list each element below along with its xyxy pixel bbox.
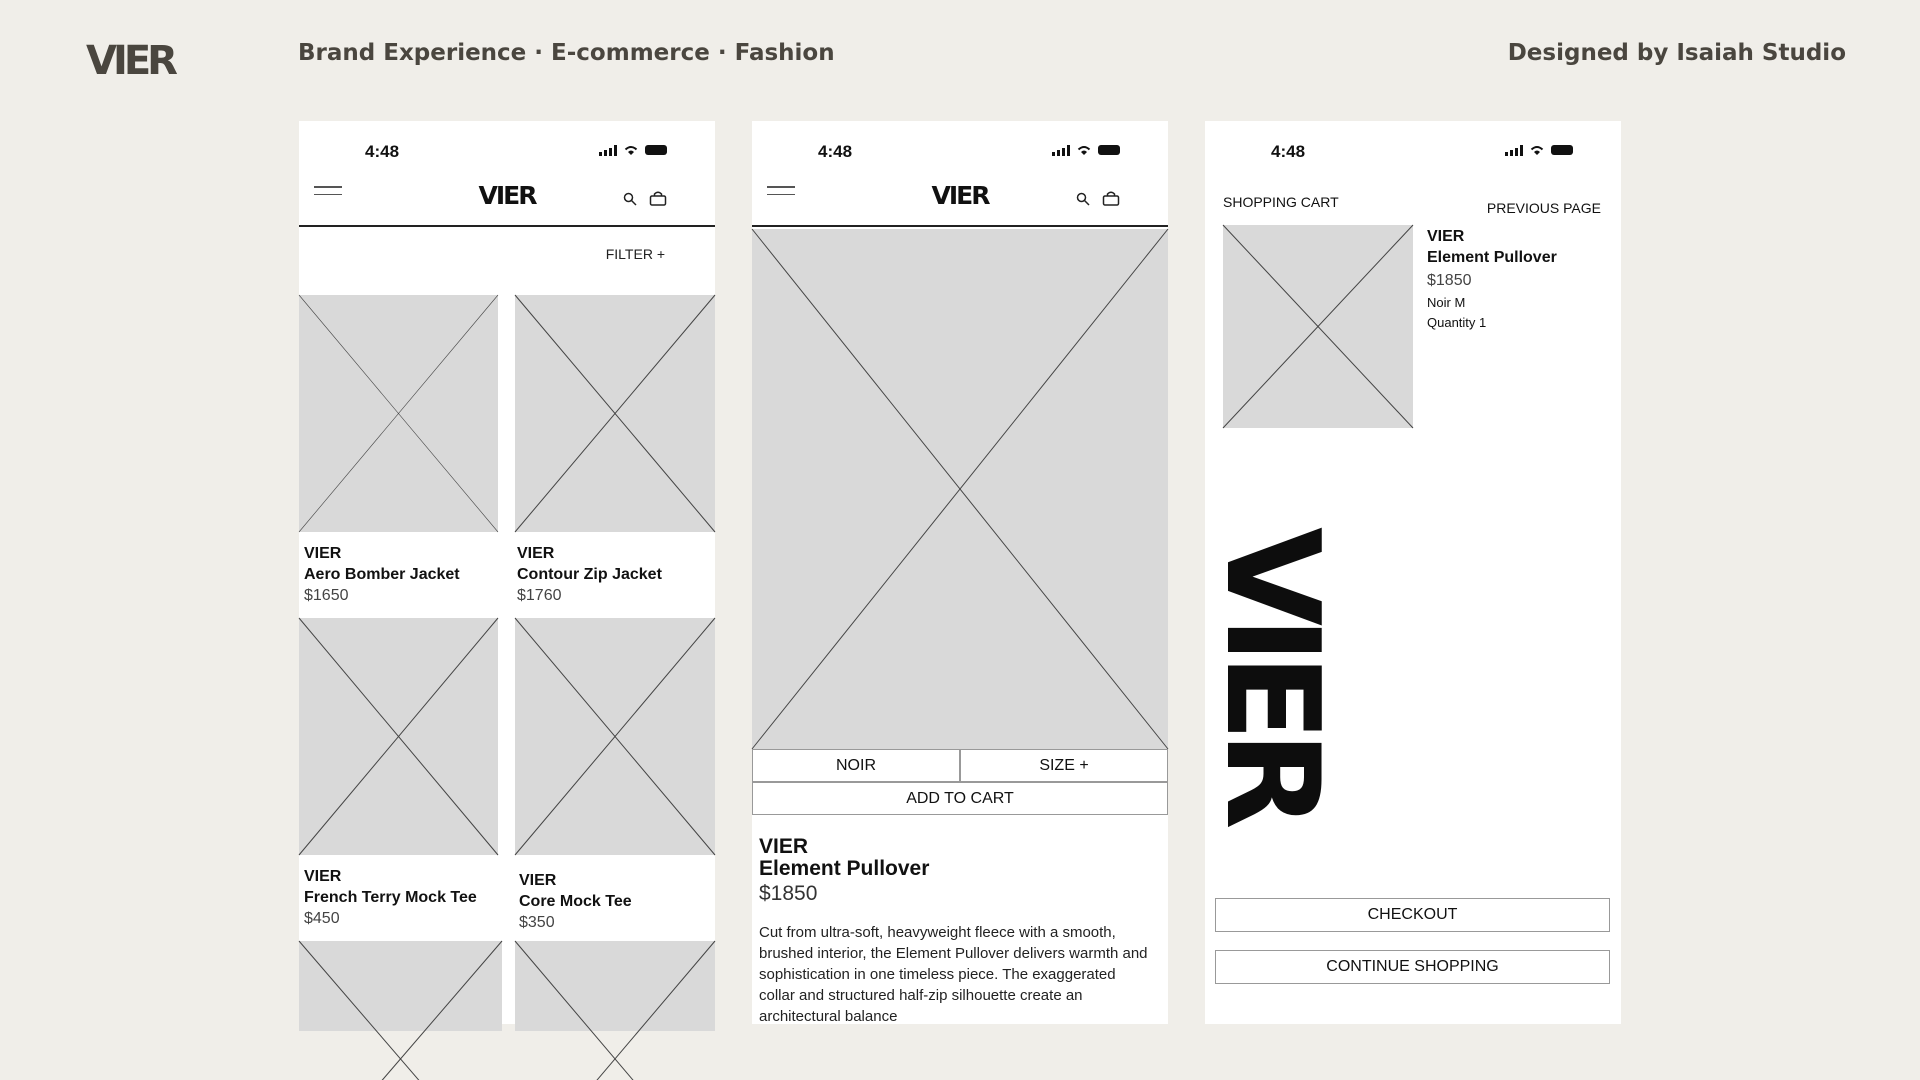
cart-item-price: $1850 [1427,272,1472,289]
product-price: $1760 [517,587,562,604]
nav-logo[interactable]: VIER [478,181,536,210]
designer-credit: Designed by Isaiah Studio [1507,40,1846,66]
status-icons [1052,144,1120,156]
cart-item-name: Element Pullover [1427,249,1557,266]
top-navbar [299,169,715,227]
checkout-button[interactable]: CHECKOUT [1215,898,1610,932]
search-icon[interactable] [1076,192,1090,206]
color-select-button[interactable]: NOIR [752,749,960,782]
product-image-placeholder[interactable] [299,941,502,1031]
cart-item-variant: Noir M [1427,295,1466,310]
phone-product-listing [299,121,715,1024]
battery-icon [645,145,667,155]
product-name: Element Pullover [759,857,930,880]
status-time: 4:48 [818,142,853,161]
size-select-button[interactable]: SIZE + [960,749,1168,782]
previous-page-link[interactable]: PREVIOUS PAGE [1486,200,1601,216]
product-name: French Terry Mock Tee [304,889,477,906]
signal-icon [599,145,617,156]
product-name: Core Mock Tee [519,893,632,910]
product-brand: VIER [304,868,342,885]
product-card[interactable] [517,543,662,606]
product-card[interactable] [519,870,632,933]
cart-icon[interactable] [1102,191,1120,206]
signal-icon [1505,145,1523,156]
signal-icon [1052,145,1070,156]
top-navbar [752,169,1168,227]
wifi-icon [1529,144,1545,156]
product-image-placeholder[interactable] [299,618,498,855]
brand-logo: VIER [86,38,174,84]
product-price: $1850 [759,882,818,905]
status-icons [1505,144,1573,156]
product-image-placeholder[interactable] [299,295,498,532]
phone-product-detail [752,121,1168,1024]
product-name: Aero Bomber Jacket [304,566,460,583]
tagline: Brand Experience · E-commerce · Fashion [298,40,835,66]
product-brand: VIER [759,835,809,858]
product-price: $350 [519,914,555,931]
wifi-icon [623,144,639,156]
product-brand: VIER [519,872,557,889]
cart-item-brand: VIER [1427,228,1465,245]
status-time: 4:48 [365,142,400,161]
wifi-icon [1076,144,1092,156]
nav-actions [1076,191,1120,206]
product-image-placeholder[interactable] [515,618,715,855]
search-icon[interactable] [623,192,637,206]
nav-actions [623,191,667,206]
add-to-cart-button[interactable]: ADD TO CART [752,782,1168,815]
filter-button[interactable]: FILTER + [605,246,665,262]
product-brand: VIER [517,545,555,562]
product-price: $450 [304,910,340,927]
product-card[interactable] [304,543,460,606]
product-card[interactable] [304,866,477,929]
cart-item-details [1427,226,1557,333]
status-icons [599,144,667,156]
battery-icon [1098,145,1120,155]
continue-shopping-button[interactable]: CONTINUE SHOPPING [1215,950,1610,984]
cart-item-image-placeholder [1223,225,1413,428]
product-name: Contour Zip Jacket [517,566,662,583]
status-time: 4:48 [1271,142,1306,161]
battery-icon [1551,145,1573,155]
phone-shopping-cart [1197,121,1621,1024]
product-info [759,836,1155,1027]
variant-selector [752,749,1168,782]
product-image-placeholder[interactable] [515,941,715,1031]
vertical-brand-mark-text: VIER [1197,527,1346,820]
nav-logo[interactable]: VIER [931,181,989,210]
product-hero-image-placeholder [752,229,1168,749]
product-description: Cut from ultra-soft, heavyweight fleece with a smooth, brushed interior, the Element Pullover delivers warmth and sophistication in one timeless piece. The exaggerated collar and structured half-zip silhouette create an architectural balance [759,924,1148,1025]
cart-item-quantity: Quantity 1 [1427,315,1487,330]
product-image-placeholder[interactable] [515,295,715,532]
product-brand: VIER [304,545,342,562]
product-price: $1650 [304,587,349,604]
cart-title: SHOPPING CART [1223,194,1339,210]
cart-icon[interactable] [649,191,667,206]
